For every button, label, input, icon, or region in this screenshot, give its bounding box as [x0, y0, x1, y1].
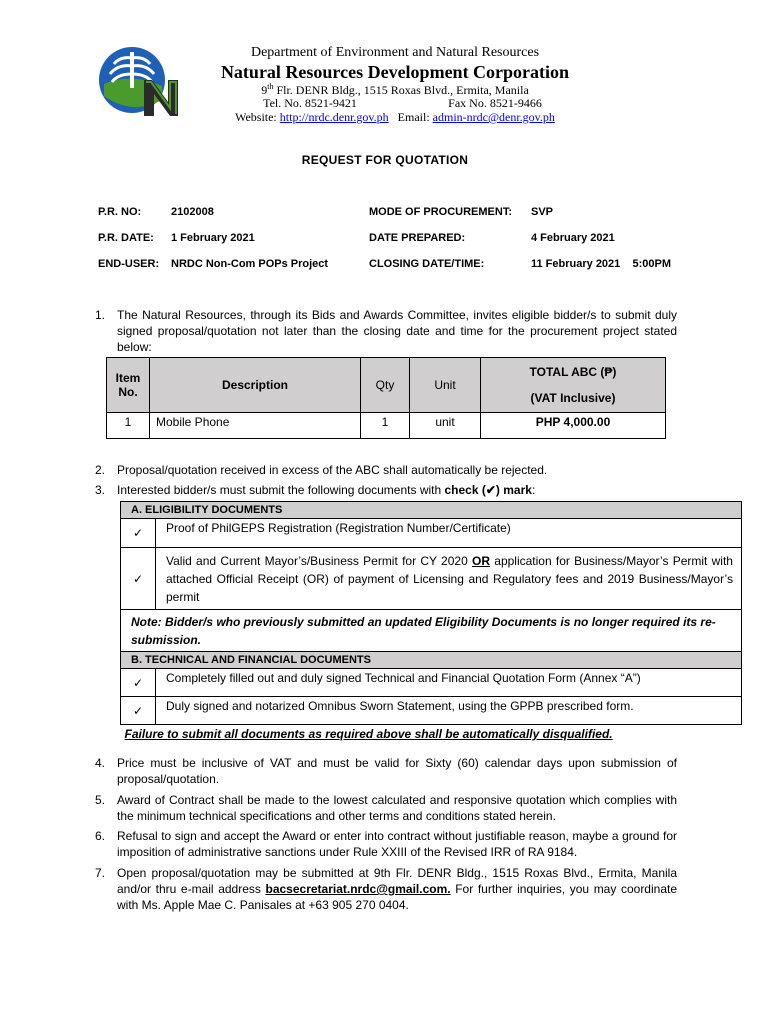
- paragraph-4-text: Price must be inclusive of VAT and must be valid for Sixty (60) calendar days upon submission of proposal/quotation.: [117, 756, 677, 786]
- row-description: Mobile Phone: [150, 413, 361, 439]
- fax-number: Fax No. 8521-9466: [448, 96, 542, 110]
- mode-value: SVP: [531, 206, 554, 218]
- doc-row-a2: [121, 548, 742, 610]
- document-title: REQUEST FOR QUOTATION: [301, 153, 469, 167]
- row-qty: 1: [361, 413, 410, 439]
- note-row: [121, 610, 742, 652]
- col-qty: Qty: [361, 358, 410, 413]
- paragraph-7-text: [117, 865, 677, 913]
- web-contacts: [180, 110, 610, 125]
- col-total-label: TOTAL ABC (₱): [529, 365, 617, 379]
- paragraph-7: [95, 865, 677, 913]
- failure-text: Failure to submit all documents as required above shall be automatically disqualified.: [124, 726, 613, 741]
- end-user-value: NRDC Non-Com POPs Project: [171, 258, 329, 270]
- row-total: PHP 4,000.00: [481, 413, 666, 439]
- paragraph-2: [95, 462, 695, 478]
- table-row: [107, 413, 666, 439]
- paragraph-4: [95, 755, 677, 787]
- submission-email[interactable]: bacsecretariat.nrdc@gmail.com.: [265, 882, 451, 896]
- contact-numbers: [180, 96, 610, 111]
- date-prepared-value: 4 February 2021: [531, 232, 615, 244]
- paragraph-5: [95, 792, 677, 824]
- col-unit: Unit: [410, 358, 481, 413]
- nrdc-logo: [96, 44, 186, 118]
- paragraph-7-number: 7.: [95, 866, 106, 880]
- abc-table: [106, 357, 666, 439]
- section-b-row: [121, 652, 742, 669]
- paragraph-3-prefix: Interested bidder/s must submit the following documents with: [117, 483, 445, 497]
- col-vat-label: (VAT Inclusive): [530, 391, 616, 405]
- paragraph-3-bold: check (✔) mark: [444, 483, 532, 497]
- section-a-title: A. ELIGIBILITY DOCUMENTS: [121, 502, 742, 519]
- mode-label: MODE OF PROCUREMENT:: [369, 206, 512, 218]
- pr-no-label: P.R. NO:: [98, 206, 142, 218]
- paragraph-5-number: 5.: [95, 793, 106, 807]
- paragraph-3: [95, 482, 695, 498]
- paragraph-1-text: The Natural Resources, through its Bids and Awards Committee, invites eligible bidder/s to submit duly signed proposal/quotation not later than the closing date and time for the procurement project stated below:: [117, 308, 677, 354]
- section-a-row: [121, 502, 742, 519]
- paragraph-7-pre: Open proposal/quotation may be submitted at 9th Flr. DENR Bldg., 1515 Roxas Blvd., Ermita, Manila and/or thru e-mail address: [117, 866, 677, 896]
- paragraph-7-post: For further inquiries, you may coordinate with Ms. Apple Mae C. Panisales at +63 905 270 0404.: [117, 882, 678, 912]
- doc-row-a1: [121, 519, 742, 548]
- paragraph-6-text: Refusal to sign and accept the Award or enter into contract without justifiable reason, maybe a ground for imposition of administrative sanctions under Rule XXIII of the Revised IRR of RA 9184.: [117, 829, 677, 859]
- paragraph-5-text: Award of Contract shall be made to the lowest calculated and responsive quotation which complies with the minimum technical specifications and other terms and conditions stated herein.: [117, 793, 677, 823]
- paragraph-2-number: 2.: [95, 463, 106, 477]
- doc-row-b1: [121, 669, 742, 697]
- check-icon: ✓: [121, 697, 156, 725]
- paragraph-3-text: [117, 482, 695, 498]
- date-prepared-label: DATE PREPARED:: [369, 232, 466, 244]
- check-icon: ✓: [121, 519, 156, 548]
- corporation-name: Natural Resources Development Corporation: [220, 62, 570, 82]
- pr-date-label: P.R. DATE:: [98, 232, 154, 244]
- website-link[interactable]: http://nrdc.denr.gov.ph: [279, 110, 389, 124]
- doc-a2-or: OR: [472, 553, 491, 568]
- paragraph-4-number: 4.: [95, 756, 106, 770]
- row-unit: unit: [410, 413, 481, 439]
- website-label: Website:: [235, 110, 280, 124]
- abc-table-header: [107, 358, 666, 413]
- doc-a2-post: application for Business/Mayor’s Permit with attached Official Receipt (OR) of payment of Licensing and Regulatory fees and 2019 Business/Mayor’s permit: [166, 553, 733, 604]
- paragraph-1-number: 1.: [95, 308, 106, 322]
- documents-table: [120, 501, 742, 743]
- doc-a2-pre: Valid and Current Mayor’s/Business Permit for CY 2020: [166, 553, 473, 568]
- doc-b1-text: Completely filled out and duly signed Technical and Financial Quotation Form (Annex “A”): [156, 669, 742, 697]
- tel-number: Tel. No. 8521-9421: [263, 96, 357, 110]
- paragraph-2-text: Proposal/quotation received in excess of the ABC shall automatically be rejected.: [117, 463, 548, 477]
- closing-value: 11 February 2021 5:00PM: [531, 258, 672, 270]
- pr-date-value: 1 February 2021: [171, 232, 255, 244]
- paragraph-1: [95, 307, 677, 355]
- paragraph-3-number: 3.: [95, 483, 106, 497]
- doc-a1-text: Proof of PhilGEPS Registration (Registration Number/Certificate): [156, 519, 742, 548]
- row-item-no: 1: [107, 413, 150, 439]
- department-name: Department of Environment and Natural Resources: [250, 45, 540, 60]
- section-b-title: B. TECHNICAL AND FINANCIAL DOCUMENTS: [121, 652, 742, 669]
- col-item-no: Item No.: [107, 358, 150, 413]
- email-link[interactable]: admin-nrdc@denr.gov.ph: [432, 110, 555, 124]
- closing-label: CLOSING DATE/TIME:: [369, 258, 485, 270]
- doc-row-b2: [121, 697, 742, 725]
- paragraph-6-number: 6.: [95, 829, 106, 843]
- end-user-label: END-USER:: [98, 258, 160, 270]
- check-icon: ✓: [121, 669, 156, 697]
- col-total: [481, 358, 666, 413]
- doc-a2-text: [156, 548, 742, 610]
- failure-row: [121, 725, 742, 743]
- doc-b2-text: Duly signed and notarized Omnibus Sworn Statement, using the GPPB prescribed form.: [156, 697, 742, 725]
- address-rest: Flr. DENR Bldg., 1515 Roxas Blvd., Ermita, Manila: [273, 83, 529, 97]
- col-description: Description: [150, 358, 361, 413]
- address-floor: 9: [261, 83, 268, 97]
- paragraph-6: [95, 828, 677, 860]
- address-sup: th: [267, 82, 274, 91]
- pr-no-value: 2102008: [171, 206, 214, 218]
- note-text: Note: Bidder/s who previously submitted an updated Eligibility Documents is no longer required its re-submission.: [121, 610, 742, 652]
- check-icon: ✓: [121, 548, 156, 610]
- paragraph-3-suffix: :: [531, 483, 536, 497]
- email-label: Email:: [397, 110, 433, 124]
